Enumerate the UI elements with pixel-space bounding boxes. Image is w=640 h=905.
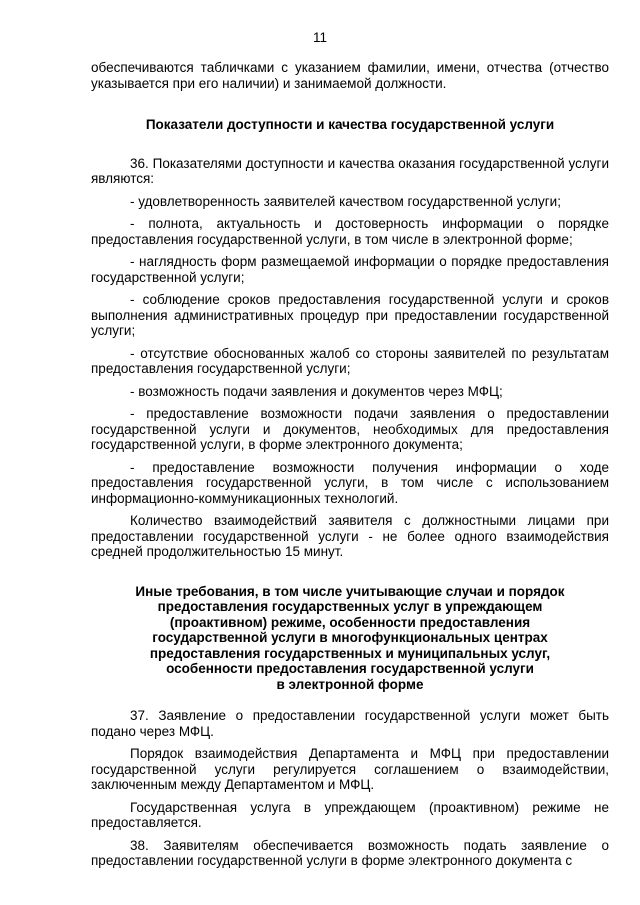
list-item: - предоставление возможности подачи заявления о предоставлении государственной услуги и документов, необходимых для предоставления государственной услуги, в форме электронного документа; (91, 406, 609, 452)
list-item: - соблюдение сроков предоставления государственной услуги и сроков выполнения административных процедур при предоставлении государственной услуги; (91, 292, 609, 338)
heading-line: особенности предоставления государственной услуги (166, 661, 534, 676)
heading-line: Иные требования, в том числе учитывающие случаи и порядок (135, 583, 565, 599)
list-item: - удовлетворенность заявителей качеством государственной услуги; (130, 193, 561, 209)
heading-line: предоставления государственных услуг в упреждающем (157, 599, 543, 614)
paragraph-37-interaction: Порядок взаимодействия Департамента и МФЦ при предоставлении государственной услуги регулируется соглашением о взаимодействии, заключенным между Департаментом и МФЦ. (91, 746, 609, 792)
paragraph-37: 37. Заявление о предоставлении государственной услуги может быть подано через МФЦ. (91, 708, 609, 739)
intro-paragraph: обеспечиваются табличками с указанием фамилии, имени, отчества (отчество указывается при его наличии) и занимаемой должности. (91, 60, 609, 91)
page-number: 11 (312, 30, 327, 45)
section-heading-other-requirements (91, 584, 609, 693)
list-item: - наглядность форм размещаемой информации о порядке предоставления государственной услуги; (91, 254, 609, 285)
list-item: - отсутствие обоснованных жалоб со стороны заявителей по результатам предоставления государственной услуги; (91, 345, 609, 376)
heading-line: предоставления государственных и муниципальных услуг, (149, 645, 551, 661)
paragraph-37-proactive: Государственная услуга в упреждающем (проактивном) режиме не предоставляется. (91, 799, 609, 830)
paragraph-38: 38. Заявителям обеспечивается возможность подать заявление о предоставлении государственной услуги в форме электронного документа с (91, 837, 609, 868)
interaction-paragraph: Количество взаимодействий заявителя с должностными лицами при предоставлении государственной услуги - не более одного взаимодействия средней продолжительностью 15 минут. (91, 513, 609, 559)
list-item: - предоставление возможности получения информации о ходе предоставления государственной услуги, в том числе с использованием информационно-коммуникационных технологий. (91, 459, 609, 506)
document-body (91, 60, 609, 869)
paragraph-36: 36. Показателями доступности и качества оказания государственной услуги являются: (91, 155, 609, 186)
heading-line: государственной услуги в многофункциональных центрах (152, 630, 548, 645)
heading-line: в электронной форме (276, 676, 424, 692)
list-item: - полнота, актуальность и достоверность информации о порядке предоставления государственной услуги, в том числе в электронной форме; (91, 216, 609, 247)
section-heading-availability: Показатели доступности и качества государственной услуги (145, 117, 555, 132)
heading-line: (проактивном) режиме, особенности предоставления (169, 614, 531, 630)
list-item: - возможность подачи заявления и документов через МФЦ; (130, 383, 503, 399)
